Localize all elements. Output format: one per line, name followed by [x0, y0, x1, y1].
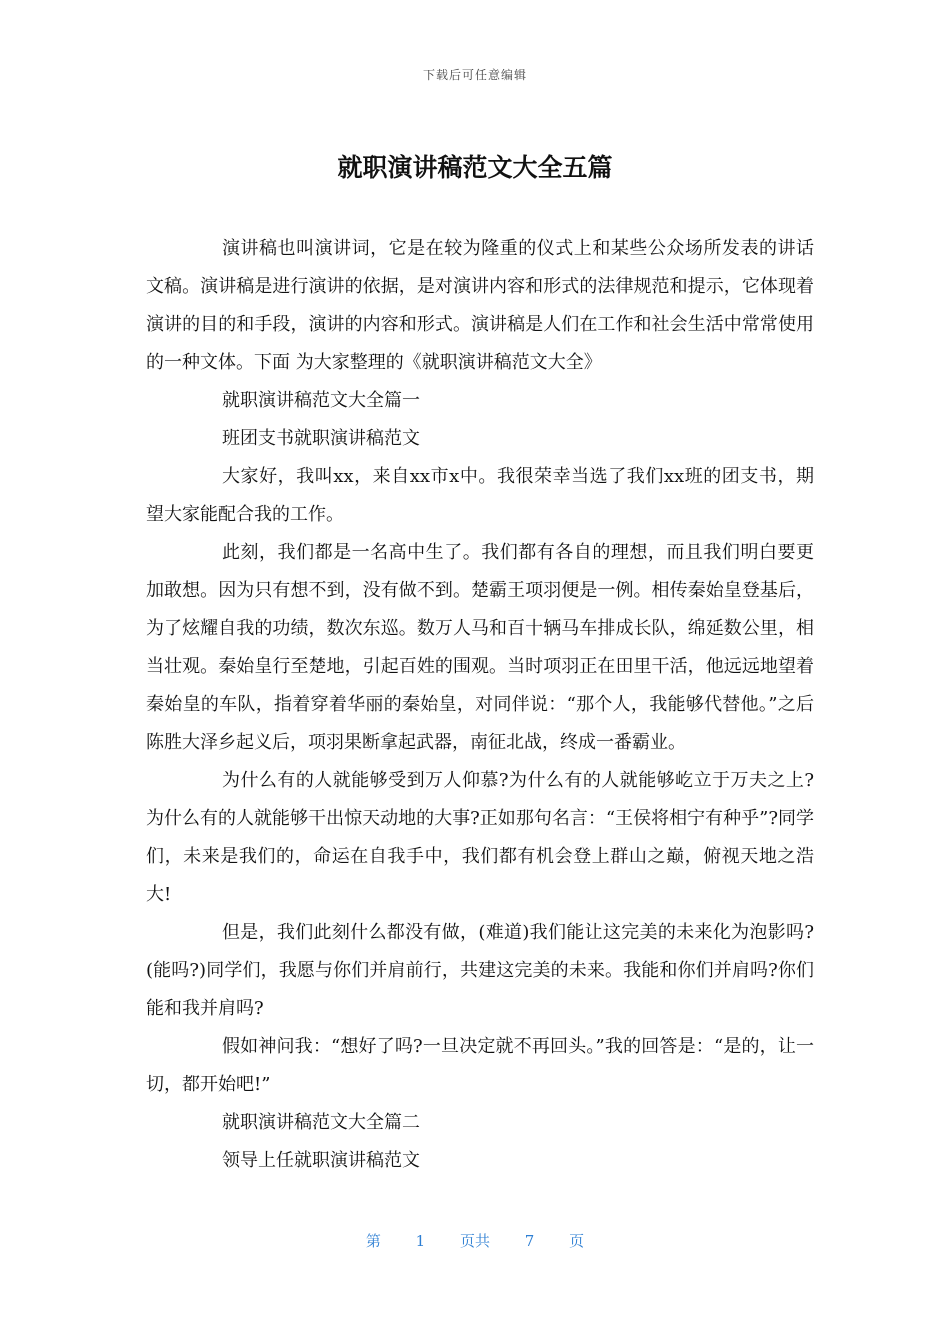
paragraph: 演讲稿也叫演讲词，它是在较为隆重的仪式上和某些公众场所发表的讲话文稿。演讲稿是进行演讲的依据，是对演讲内容和形式的法律规范和提示，它体现着演讲的目的和手段，演讲的内容和形式。演讲稿是人们在工作和社会生活中常常使用的一种文体。下面 为大家整理的《就职演讲稿范文大全》: [146, 238, 814, 373]
page-middle: 页共: [459, 1232, 490, 1250]
page-number: 1: [415, 1232, 426, 1250]
section-heading: 就职演讲稿范文大全篇二: [222, 1112, 420, 1133]
subsection-heading: 领导上任就职演讲稿范文: [222, 1150, 420, 1171]
paragraph: 为什么有的人就能够受到万人仰慕?为什么有的人就能够屹立于万夫之上?为什么有的人就能够干出惊天动地的大事?正如那句名言：“王侯将相宁有种乎”?同学们，未来是我们的，命运在自我手中，我们都有机会登上群山之巅，俯视天地之浩大!: [146, 770, 814, 905]
paragraph: 假如神问我：“想好了吗?一旦决定就不再回头。”我的回答是：“是的，让一切，都开始吧!”: [146, 1036, 814, 1095]
page-footer: [0, 1230, 950, 1251]
page-total: 7: [524, 1232, 535, 1250]
section-heading: 就职演讲稿范文大全篇一: [222, 390, 420, 411]
page-suffix: 页: [569, 1232, 585, 1250]
page-prefix: 第: [365, 1232, 381, 1250]
subsection-heading: 班团支书就职演讲稿范文: [222, 428, 420, 449]
header-note: 下载后可任意编辑: [422, 68, 527, 82]
document-title: 就职演讲稿范文大全五篇: [337, 153, 613, 182]
document-body: [146, 230, 814, 1180]
paragraph: 但是，我们此刻什么都没有做，(难道)我们能让这完美的未来化为泡影吗?(能吗?)同学们，我愿与你们并肩前行，共建这完美的未来。我能和你们并肩吗?你们能和我并肩吗?: [146, 922, 814, 1019]
paragraph: 大家好，我叫xx，来自xx市x中。我很荣幸当选了我们xx班的团支书，期望大家能配合我的工作。: [146, 466, 814, 525]
paragraph: 此刻，我们都是一名高中生了。我们都有各自的理想，而且我们明白要更加敢想。因为只有想不到，没有做不到。楚霸王项羽便是一例。相传秦始皇登基后，为了炫耀自我的功绩，数次东巡。数万人马和百十辆马车排成长队，绵延数公里，相当壮观。秦始皇行至楚地，引起百姓的围观。当时项羽正在田里干活，他远远地望着秦始皇的车队，指着穿着华丽的秦始皇，对同伴说：“那个人，我能够代替他。”之后陈胜大泽乡起义后，项羽果断拿起武器，南征北战，终成一番霸业。: [146, 542, 814, 753]
